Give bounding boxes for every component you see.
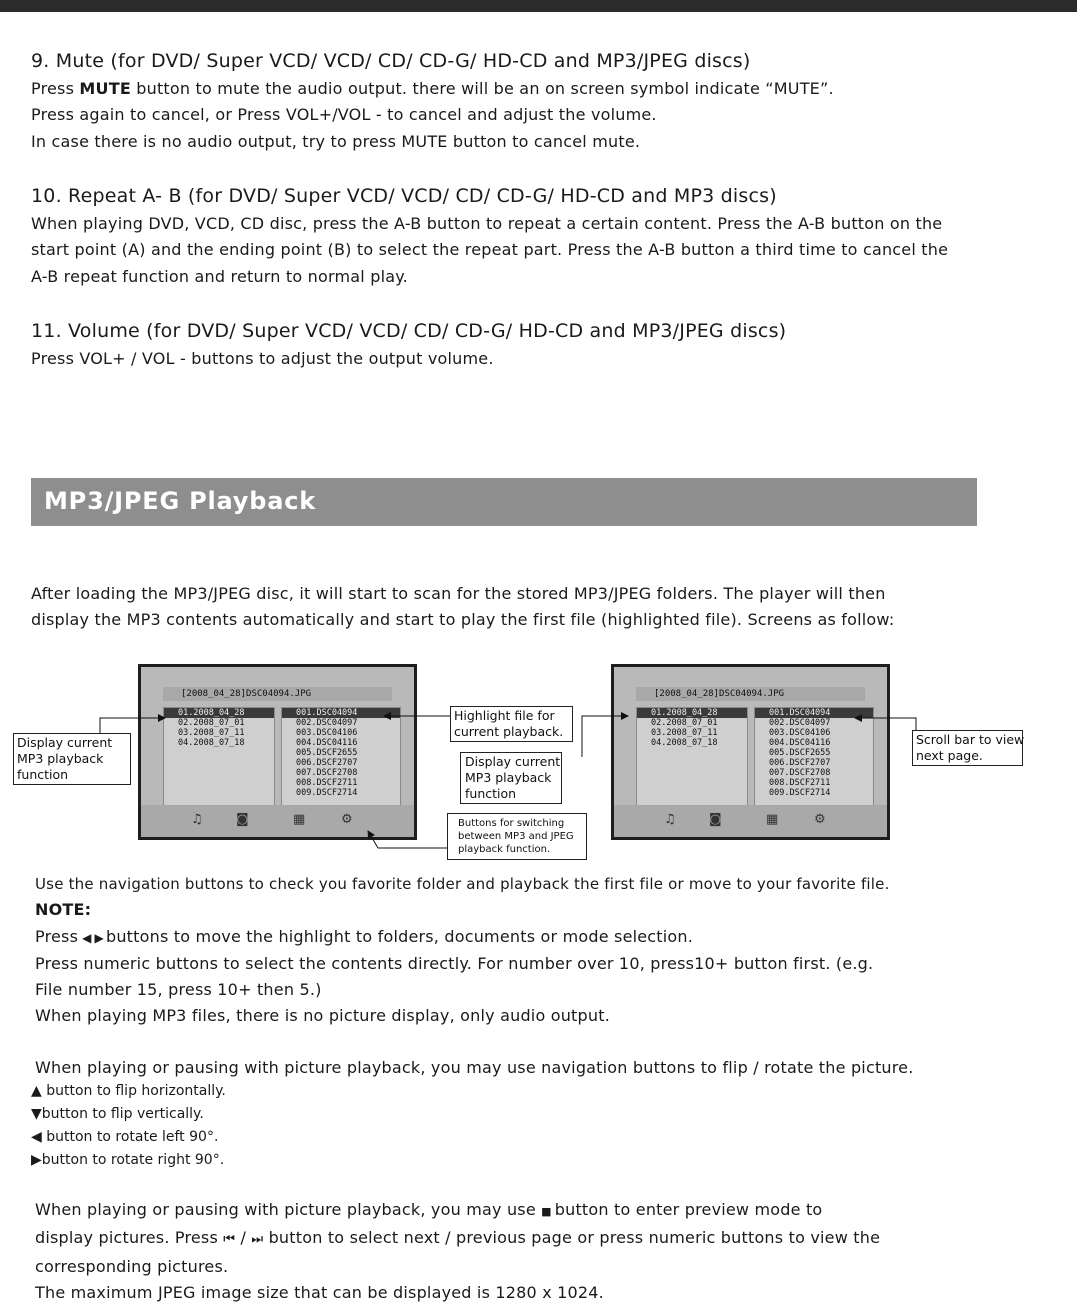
text: Press again to cancel, or Press VOL+/VOL - to cancel and adjust the volume.	[31, 105, 657, 125]
list-item: 004.DSC04116	[769, 738, 831, 748]
text: After loading the MP3/JPEG disc, it will start to scan for the stored MP3/JPEG folders. The player will then	[31, 584, 886, 603]
screen-title: [2008_04_28]DSC04094.JPG	[636, 687, 865, 701]
text: Highlight file for	[454, 708, 555, 723]
music-icon: ♫	[191, 812, 203, 827]
text: playback function.	[458, 844, 551, 855]
list-item: 002.DSC04097	[769, 718, 831, 728]
music-icon: ♫	[664, 812, 676, 827]
text: Use the navigation buttons to check you favorite folder and playback the first file or move to your favorite file.	[35, 875, 890, 893]
heading-volume: 11. Volume (for DVD/ Super VCD/ VCD/ CD/ CD-G/ HD-CD and MP3/JPEG discs)	[31, 320, 787, 342]
list-item: 04.2008_07_18	[178, 738, 245, 748]
list-item: 003.DSC04106	[296, 728, 358, 738]
text: Display current	[17, 735, 113, 750]
text: button to flip vertically.	[41, 1106, 204, 1122]
list-item: 005.DSCF2655	[769, 748, 831, 758]
callout-line	[582, 716, 628, 757]
right-arrow-icon: ▶	[31, 1152, 42, 1168]
text: button to select next / previous page or press numeric buttons to view the	[263, 1228, 881, 1248]
text: Buttons for switching	[458, 818, 565, 829]
stop-icon: ■	[541, 1205, 552, 1218]
callout-display-left	[13, 733, 131, 785]
text: between MP3 and JPEG	[458, 831, 574, 842]
text: Scroll bar to view	[916, 732, 1025, 747]
text: function	[17, 767, 69, 782]
video-icon: ⚙	[341, 812, 353, 827]
text: When playing DVD, VCD, CD disc, press the A-B button to repeat a certain content. Press the A-B button on the	[31, 214, 943, 233]
list-item: 007.DSCF2708	[769, 768, 831, 778]
list-item: 005.DSCF2655	[296, 748, 358, 758]
text: function	[465, 786, 517, 801]
heading-repeat: 10. Repeat A- B (for DVD/ Super VCD/ VCD/ CD/ CD-G/ HD-CD and MP3 discs)	[31, 185, 777, 207]
callout-switching	[447, 813, 587, 860]
text: When playing or pausing with picture playback, you may use	[35, 1200, 542, 1219]
list-item: 008.DSCF2711	[769, 778, 831, 788]
text: current playback.	[454, 724, 564, 739]
list-item: 02.2008_07_01	[651, 718, 718, 728]
list-item: 02.2008_07_01	[178, 718, 245, 728]
banner-title: MP3/JPEG Playback	[44, 487, 316, 515]
preview-body: When playing or pausing with picture playback, you may use ■ button to enter preview mode to display pictures. Press ⏮ / ⏭ button to select next / previous page or press numeric buttons to view the corresponding pictures. The maximum JPEG image size that can be displayed is 1280 x 1024.	[35, 1197, 880, 1306]
list-item: 002.DSC04097	[296, 718, 358, 728]
right-arrow-icon: ▶	[94, 930, 104, 945]
mute-keyword: MUTE	[79, 79, 131, 98]
down-arrow-icon: ▼	[31, 1106, 42, 1122]
disc-icon: ◙	[709, 812, 722, 827]
list-item: 03.2008_07_11	[651, 728, 718, 738]
list-item: 006.DSCF2707	[769, 758, 831, 768]
list-item: 009.DSCF2714	[769, 788, 831, 798]
list-item: 004.DSC04116	[296, 738, 358, 748]
callout-line	[368, 831, 447, 848]
text: start point (A) and the ending point (B) to select the repeat part. Press the A-B button a third time to cancel the	[31, 240, 949, 260]
rot-left-line	[31, 1129, 218, 1145]
callout-scroll	[912, 730, 1023, 766]
nav-body	[35, 871, 890, 1030]
text: display pictures. Press	[35, 1228, 224, 1248]
previous-icon: ⏮	[223, 1232, 236, 1248]
picture-icon: ▦	[293, 812, 306, 827]
text: buttons to move the highlight to folders, documents or mode selection.	[105, 926, 694, 946]
next-icon: ⏭	[251, 1232, 264, 1248]
list-item: 007.DSCF2708	[296, 768, 358, 778]
text: Press	[35, 926, 79, 946]
flip-v-line	[31, 1106, 204, 1122]
text: MP3 playback	[17, 751, 104, 766]
heading-mute: 9. Mute (for DVD/ Super VCD/ VCD/ CD/ CD-G/ HD-CD and MP3/JPEG discs)	[31, 50, 751, 72]
list-item: 01.2008_04_28	[637, 708, 747, 718]
video-icon: ⚙	[814, 812, 826, 827]
text: corresponding pictures.	[35, 1256, 229, 1276]
left-arrow-icon: ◀	[82, 930, 92, 945]
callout-highlight	[450, 706, 573, 742]
list-item: 03.2008_07_11	[178, 728, 245, 738]
screen-title: [2008_04_28]DSC04094.JPG	[163, 687, 392, 701]
list-item: 04.2008_07_18	[651, 738, 718, 748]
text: display the MP3 contents automatically and start to play the first file (highlighted file). Screens as follow:	[31, 610, 895, 630]
text: Press VOL+ / VOL - buttons to adjust the output volume.	[31, 349, 494, 368]
text: When playing MP3 files, there is no picture display, only audio output.	[35, 1006, 610, 1026]
disc-icon: ◙	[236, 812, 249, 827]
list-item: 01.2008_04_28	[164, 708, 274, 718]
text: button to rotate right 90°.	[41, 1152, 225, 1168]
picture-intro: When playing or pausing with picture playback, you may use navigation buttons to flip / rotate the picture.	[35, 1058, 914, 1077]
rot-right-line	[31, 1152, 224, 1168]
text: button to mute the audio output. there will be an on screen symbol indicate “MUTE”.	[130, 79, 834, 98]
left-arrow-icon: ◀	[31, 1129, 42, 1145]
list-item: 006.DSCF2707	[296, 758, 358, 768]
list-item: 001.DSC04094	[282, 708, 400, 718]
note-label: NOTE:	[35, 900, 92, 920]
text: Press	[31, 79, 80, 98]
list-item: 009.DSCF2714	[296, 788, 358, 798]
text: A-B repeat function and return to normal play.	[31, 266, 408, 286]
list-item: 001.DSC04094	[755, 708, 873, 718]
picture-icon: ▦	[766, 812, 779, 827]
text: Display current	[465, 754, 561, 769]
text: button to rotate left 90°.	[46, 1129, 219, 1145]
text: In case there is no audio output, try to press MUTE button to cancel mute.	[31, 131, 641, 151]
text: next page.	[916, 748, 983, 763]
callout-display-mid	[460, 752, 562, 804]
text: MP3 playback	[465, 770, 552, 785]
list-item: 008.DSCF2711	[296, 778, 358, 788]
flip-h-line	[31, 1083, 226, 1099]
up-arrow-icon: ▲	[31, 1083, 42, 1099]
text: button to flip horizontally.	[46, 1083, 226, 1099]
text: Press numeric buttons to select the contents directly. For number over 10, press10+ button first. (e.g.	[35, 953, 874, 973]
callout-line	[855, 718, 916, 737]
text: File number 15, press 10+ then 5.)	[35, 980, 322, 1000]
text: The maximum JPEG image size that can be displayed is 1280 x 1024.	[35, 1282, 604, 1302]
list-item: 003.DSC04106	[769, 728, 831, 738]
text: button to enter preview mode to	[554, 1200, 823, 1219]
